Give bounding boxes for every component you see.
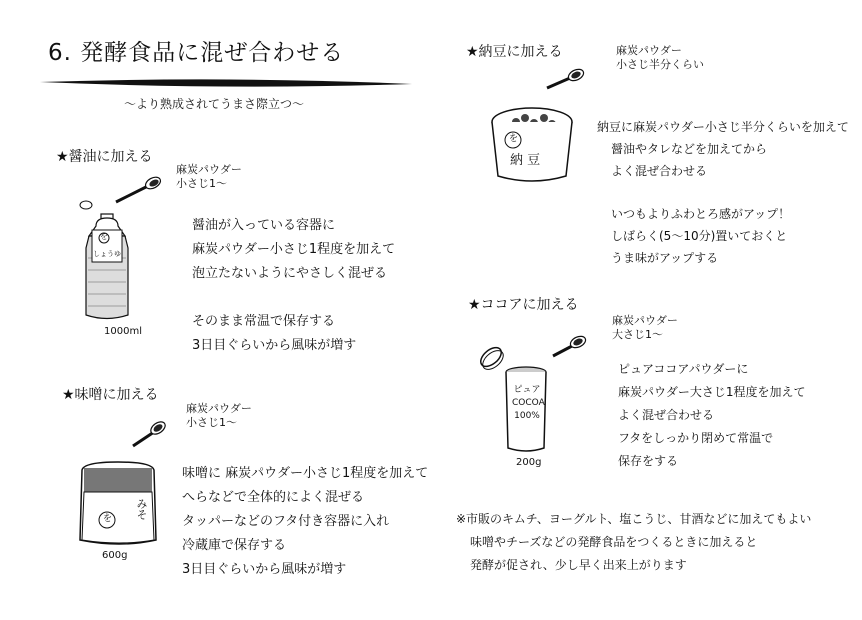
instruction-line: 泡立たないようにやさしく混ぜる (192, 266, 388, 281)
instruction-line: 納豆に麻炭パウダー小さじ半分くらいを加えて (597, 120, 849, 134)
can-label-line: 100% (514, 411, 540, 421)
instruction-spacer (192, 286, 395, 310)
cocoa-instructions (618, 358, 806, 473)
cocoa-weight: 200g (516, 457, 542, 468)
powder-amount: 小さじ1～ (176, 177, 227, 190)
instruction-line: 冷蔵庫で保存する (182, 538, 287, 553)
shoyu-heading: ★醤油に加える (56, 149, 153, 165)
cocoa-powder-note (612, 314, 678, 342)
natto-container-label: 納 豆 (510, 153, 541, 168)
natto-cup-icon (492, 108, 572, 181)
cocoa-heading: ★ココアに加える (468, 297, 579, 313)
instruction-line: 3日目ぐらいから風味が増す (182, 562, 347, 577)
miso-weight: 600g (102, 550, 128, 561)
instruction-line: しばらく(5～10分)置いておくと (611, 229, 788, 243)
shoyu-bottle-label: しょうゆ (93, 250, 121, 258)
miso-container-mark: を (103, 514, 113, 524)
natto-instructions-a (597, 116, 849, 182)
footnote-line: 発酵が促され、少し早く出来上がります (470, 558, 687, 572)
shoyu-bottle-mark: を (100, 232, 108, 241)
powder-amount: 大さじ1～ (612, 328, 663, 341)
page-subtitle: ～より熟成されてうまさ際立つ～ (124, 97, 305, 111)
instruction-line: ピュアココアパウダーに (618, 362, 749, 376)
powder-name: 麻炭パウダー (612, 314, 678, 327)
instruction-line: いつもよりふわとろ感がアップ！ (611, 207, 791, 221)
cocoa-can-label (512, 384, 545, 423)
miso-powder-note (186, 402, 252, 430)
instruction-line: 味噌に 麻炭パウダー小さじ1程度を加えて (182, 466, 429, 481)
instruction-line: フタをしっかり閉めて常温で (618, 431, 774, 445)
instruction-line: タッパーなどのフタ付き容器に入れ (182, 514, 390, 529)
instruction-line: 醤油やタレなどを加えてから (611, 142, 768, 156)
cocoa-spoon-icon (553, 334, 587, 356)
instruction-line: うま味がアップする (611, 251, 719, 265)
instruction-line: 麻炭パウダー大さじ1程度を加えて (618, 385, 806, 399)
powder-amount: 小さじ1～ (186, 416, 237, 429)
can-label-line: COCOA (512, 398, 545, 408)
footnote-line: 味噌やチーズなどの発酵食品をつくるときに加えると (470, 535, 758, 549)
footnote-line: ※市販のキムチ、ヨーグルト、塩こうじ、甘酒などに加えてもよい (456, 512, 812, 526)
miso-container-label: みそ (135, 498, 148, 520)
instruction-line: 3日目ぐらいから風味が増す (192, 338, 357, 353)
natto-heading: ★納豆に加える (466, 44, 563, 60)
natto-container-mark: を (509, 134, 519, 144)
shoyu-instructions (192, 214, 395, 358)
instruction-line: 保存をする (618, 454, 679, 468)
cocoa-lid-icon (477, 344, 506, 373)
powder-name: 麻炭パウダー (176, 163, 242, 176)
instruction-line: へらなどで全体的によく混ぜる (182, 490, 365, 505)
instruction-line: 醤油が入っている容器に (192, 218, 336, 233)
natto-spoon-icon (547, 67, 585, 88)
title-underline (40, 79, 412, 86)
miso-spoon-icon (133, 419, 167, 446)
instruction-line: 麻炭パウダー小さじ1程度を加えて (192, 242, 396, 257)
instruction-line: よく混ぜ合わせる (611, 164, 708, 178)
instruction-line: よく混ぜ合わせる (618, 408, 715, 422)
footnote (456, 508, 811, 577)
instruction-line: そのまま常温で保存する (192, 314, 336, 329)
shoyu-volume: 1000ml (104, 326, 142, 337)
powder-name: 麻炭パウダー (186, 402, 252, 415)
shoyu-powder-note (176, 163, 242, 191)
natto-instructions-b (611, 203, 790, 269)
miso-instructions (182, 462, 428, 582)
natto-powder-note (616, 44, 704, 72)
powder-amount: 小さじ半分くらい (616, 58, 704, 71)
page-title: 6. 発酵食品に混ぜ合わせる (48, 40, 345, 66)
can-label-line: ピュア (513, 385, 541, 395)
miso-heading: ★味噌に加える (62, 387, 159, 403)
shoyu-bottle-icon (86, 214, 128, 319)
powder-name: 麻炭パウダー (616, 44, 682, 57)
shoyu-spoon-icon (80, 175, 162, 209)
